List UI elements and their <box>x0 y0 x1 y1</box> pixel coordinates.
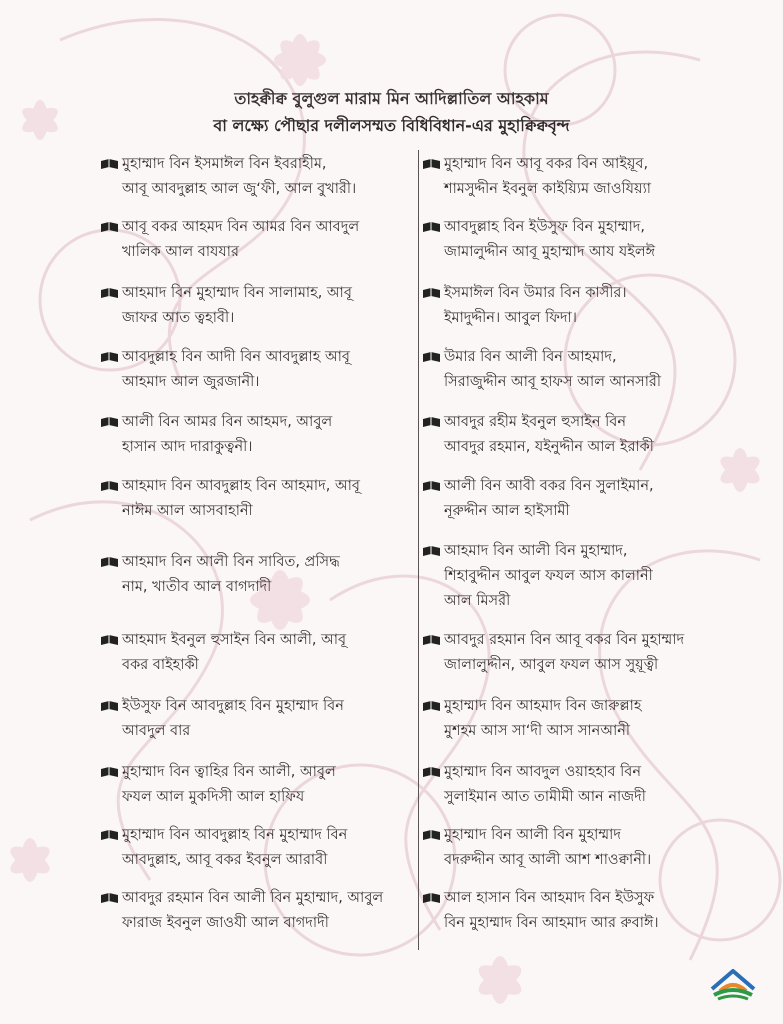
book-icon <box>100 281 122 306</box>
book-icon <box>100 628 122 653</box>
list-item-right-10 <box>422 760 724 810</box>
list-item-right-6 <box>422 474 724 524</box>
book-icon <box>422 152 444 177</box>
publisher-logo-icon <box>708 967 758 1001</box>
scholar-name: মুহাম্মাদ বিন ত্বাহির বিন আলী, আবুল ফযল আল মুকদিসী আল হাফিয <box>122 764 336 805</box>
book-icon <box>422 823 444 848</box>
book-icon <box>422 281 444 306</box>
list-item-left-9 <box>100 694 408 744</box>
list-item-left-8 <box>100 628 408 678</box>
scholar-name: মুহাম্মাদ বিন আহমাদ বিন জারুল্লাহ মুশহম আস সা‘দী আস সানআনী <box>444 698 642 739</box>
scholar-name: আল হাসান বিন আহমাদ বিন ইউসুফ বিন মুহাম্মাদ বিন আহমাদ আর রুবাঈ। <box>444 890 659 931</box>
scholar-name: আবূ বকর আহমদ বিন আমর বিন আবদুল খালিক আল বাযযার <box>122 219 360 260</box>
scholar-name: ইসমাঈল বিন উমার বিন কাসীর। ইমাদুদ্দীন। আবুল ফিদা। <box>444 285 627 326</box>
list-item-right-2 <box>422 215 724 265</box>
book-icon <box>100 345 122 370</box>
scholar-name: আলী বিন আবী বকর বিন সুলাইমান, নূরুদ্দীন আল হাইসামী <box>444 478 654 519</box>
list-item-right-4 <box>422 345 724 395</box>
list-item-right-9 <box>422 694 724 744</box>
scholar-name: মুহাম্মাদ বিন আলী বিন মুহাম্মাদ বদরুদ্দীন আবূ আলী আশ শাওক্বানী। <box>444 827 652 868</box>
list-item-right-11 <box>422 823 724 873</box>
list-item-left-1 <box>100 152 408 202</box>
scholar-name: আবদুর রহমান বিন আলী বিন মুহাম্মাদ, আবুল ফারাজ ইবনুল জাওযী আল বাগদাদী <box>122 890 384 931</box>
scholar-name: মুহাম্মাদ বিন ইসমাঈল বিন ইবরাহীম, আবূ আবদুল্লাহ আল জু‘ফী, আল বুখারী। <box>122 156 357 197</box>
scholar-name: মুহাম্মাদ বিন আবূ বকর বিন আইয়ূব, শামসুদ্দীন ইবনুল কাইয়্যিম জাওযিয়্যা <box>444 156 651 197</box>
scholar-name: উমার বিন আলী বিন আহমাদ, সিরাজুদ্দীন আবূ হাফস আল আনসারী <box>444 349 662 390</box>
book-icon <box>422 539 444 564</box>
scholar-name: আবদুল্লাহ বিন আদী বিন আবদুল্লাহ আবূ আহমাদ আল জুরজানী। <box>122 349 350 390</box>
list-item-left-11 <box>100 823 408 873</box>
list-item-right-3 <box>422 281 724 331</box>
document-subtitle: বা লক্ষ্যে পৌছার দলীলসম্মত বিধিবিধান-এর মুহাক্বিক্ববৃন্দ <box>213 116 570 135</box>
list-item-left-5 <box>100 410 408 460</box>
book-icon <box>422 694 444 719</box>
scholar-name: আহমাদ বিন আবদুল্লাহ বিন আহমাদ, আবূ নাঈম আল আসবাহানী <box>122 478 360 519</box>
scholar-name: আহমাদ ইবনুল হুসাইন বিন আলী, আবূ বকর বাইহাকী <box>122 632 347 673</box>
scholar-name: আহমাদ বিন মুহাম্মাদ বিন সালামাহ, আবূ জাফর আত ত্বহাবী। <box>122 285 352 326</box>
list-item-left-2 <box>100 215 408 265</box>
book-icon <box>100 410 122 435</box>
list-item-left-7 <box>100 550 408 600</box>
scholar-name: আবদুর রহমান বিন আবূ বকর বিন মুহাম্মাদ জালালুদ্দীন, আবুল ফযল আস সুয়ূত্বী <box>444 632 685 673</box>
list-item-right-5 <box>422 410 724 460</box>
book-icon <box>100 886 122 911</box>
document-title: তাহক্বীক্ব বুলুগুল মারাম মিন আদিল্লাতিল আহকাম <box>234 89 549 108</box>
book-icon <box>422 760 444 785</box>
book-icon <box>422 215 444 240</box>
scholar-name: আহমাদ বিন আলী বিন সাবিত, প্রসিদ্ধ নাম, খাতীব আল বাগদাদী <box>122 554 340 595</box>
list-item-left-6 <box>100 474 408 524</box>
column-divider <box>418 150 419 950</box>
scholar-name: মুহাম্মাদ বিন আবদুল্লাহ বিন মুহাম্মাদ বিন আবদুল্লাহ, আবূ বকর ইবনুল আরাবী <box>122 827 348 868</box>
scholar-name: আহমাদ বিন আলী বিন মুহাম্মাদ, শিহাবুদ্দীন আবুল ফযল আস কালানী আল মিসরী <box>444 543 653 609</box>
book-icon <box>100 760 122 785</box>
book-icon <box>100 823 122 848</box>
list-item-left-4 <box>100 345 408 395</box>
scholar-name: আলী বিন আমর বিন আহমদ, আবুল হাসান আদ দারাকুত্বনী। <box>122 414 333 455</box>
book-icon <box>422 474 444 499</box>
book-icon <box>100 152 122 177</box>
list-item-right-8 <box>422 628 724 678</box>
list-item-right-1 <box>422 152 724 202</box>
scholar-name: ইউসুফ বিন আবদুল্লাহ বিন মুহাম্মাদ বিন আবদুল বার <box>122 698 344 739</box>
book-icon <box>100 215 122 240</box>
book-icon <box>422 345 444 370</box>
book-icon <box>422 410 444 435</box>
scholar-name: আবদুর রহীম ইবনুল হুসাইন বিন আবদুর রহমান, যইনুদ্দীন আল ইরাকী <box>444 414 654 455</box>
book-icon <box>100 694 122 719</box>
list-item-right-7 <box>422 539 724 614</box>
book-icon <box>100 474 122 499</box>
scholar-name: আবদুল্লাহ বিন ইউসুফ বিন মুহাম্মাদ, জামালুদ্দীন আবূ মুহাম্মাদ আয যইলঈ <box>444 219 656 260</box>
book-icon <box>422 628 444 653</box>
book-icon <box>100 550 122 575</box>
list-item-right-12 <box>422 886 724 936</box>
list-item-left-3 <box>100 281 408 331</box>
list-item-left-12 <box>100 886 408 936</box>
book-icon <box>422 886 444 911</box>
scholar-name: মুহাম্মাদ বিন আবদুল ওয়াহহাব বিন সুলাইমান আত তামীমী আন নাজদী <box>444 764 646 805</box>
list-item-left-10 <box>100 760 408 810</box>
